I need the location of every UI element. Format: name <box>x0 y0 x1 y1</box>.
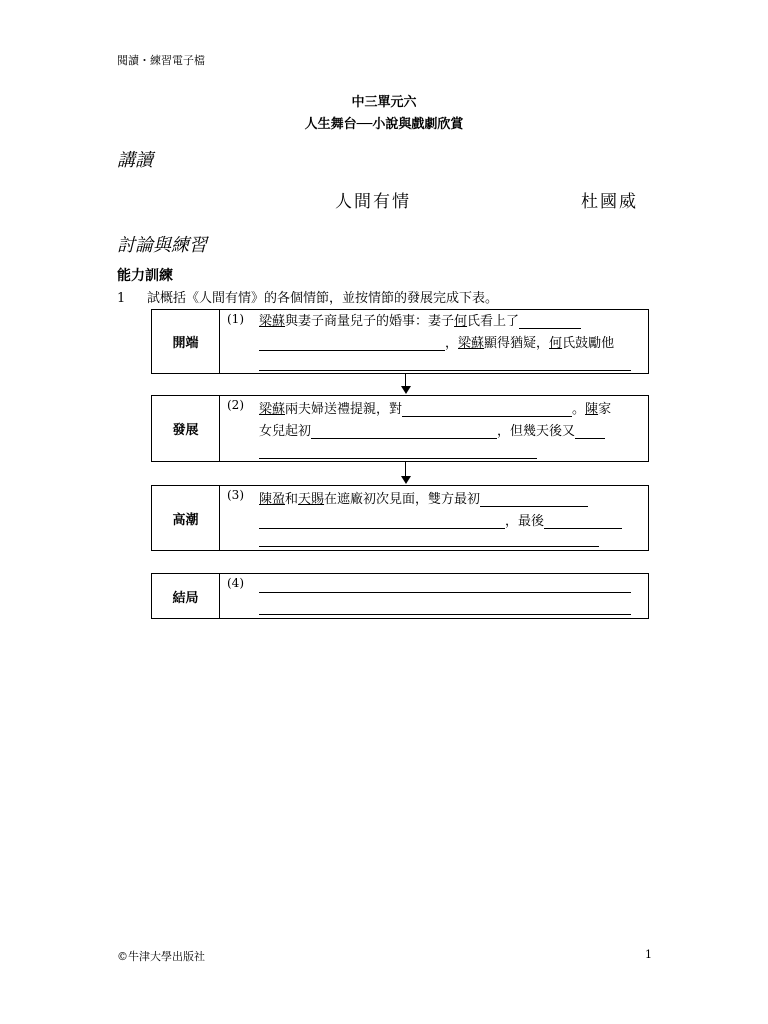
stage-line <box>259 420 605 439</box>
header-note: 閱讀・練習電子檔 <box>117 54 205 67</box>
line-text: 女兒起初 <box>259 424 312 439</box>
answer-blank[interactable] <box>544 515 622 529</box>
stage-line <box>259 444 537 459</box>
answer-blank[interactable] <box>259 357 631 371</box>
stage-number: (3) <box>227 488 244 502</box>
stage-line <box>259 488 588 507</box>
question-number: 1 <box>117 291 126 306</box>
unit-title: 中三單元六 <box>351 95 417 110</box>
line-text: 在遮廠初次見面，雙方最初 <box>324 492 481 507</box>
answer-blank[interactable] <box>575 425 605 439</box>
line-text: ， <box>445 336 459 351</box>
stage-label: 結局 <box>152 574 220 618</box>
stage-content <box>221 396 648 461</box>
name-text: 陳 <box>585 402 599 417</box>
name-text: 梁蘇 <box>458 336 485 351</box>
answer-blank[interactable] <box>259 601 631 615</box>
line-text: 氏看上了 <box>467 314 520 329</box>
question-1 <box>117 287 498 306</box>
line-text: 顯得猶疑， <box>484 336 550 351</box>
section-discussion-heading: 討論與練習 <box>117 235 207 256</box>
down-arrow-icon <box>400 374 412 395</box>
stage-label: 高潮 <box>152 486 220 550</box>
answer-blank[interactable] <box>311 425 497 439</box>
answer-blank[interactable] <box>519 315 581 329</box>
name-text: 陳盈 <box>259 492 286 507</box>
answer-blank[interactable] <box>259 515 505 529</box>
lesson-author: 杜國威 <box>581 192 638 212</box>
line-text: 家 <box>598 402 612 417</box>
line-text: ，但幾天後又 <box>497 424 576 439</box>
answer-blank[interactable] <box>402 403 572 417</box>
name-text: 何 <box>454 314 468 329</box>
question-text: 試概括《人間有情》的各個情節，並按情節的發展完成下表。 <box>147 291 499 306</box>
stage-line <box>259 578 631 593</box>
stage-content <box>221 574 648 618</box>
line-text: 和 <box>285 492 299 507</box>
down-arrow-icon <box>400 462 412 485</box>
answer-blank[interactable] <box>259 579 631 593</box>
stage-box-development <box>151 395 649 462</box>
stage-label: 發展 <box>152 396 220 461</box>
lesson-title: 人間有情 <box>335 192 411 212</box>
name-text: 天賜 <box>298 492 325 507</box>
name-text: 梁蘇 <box>259 314 286 329</box>
stage-box-climax <box>151 485 649 551</box>
stage-line <box>259 532 599 547</box>
stage-line <box>259 510 622 529</box>
line-text: 與妻子商量兒子的婚事：妻子 <box>285 314 455 329</box>
stage-number: (4) <box>227 576 244 590</box>
stage-content <box>221 486 648 550</box>
answer-blank[interactable] <box>259 533 599 547</box>
stage-box-opening <box>151 309 649 374</box>
stage-box-ending <box>151 573 649 619</box>
line-text: 氏鼓勵他 <box>562 336 615 351</box>
stage-line <box>259 600 631 615</box>
footer-copyright: ©牛津大學出版社 <box>117 950 205 963</box>
stage-number: (1) <box>227 312 244 326</box>
stage-content <box>221 310 648 373</box>
line-text: ，最後 <box>505 514 545 529</box>
page-number: 1 <box>645 948 652 961</box>
answer-blank[interactable] <box>480 493 588 507</box>
stage-line <box>259 310 581 329</box>
stage-number: (2) <box>227 398 244 412</box>
stage-line <box>259 332 614 351</box>
answer-blank[interactable] <box>259 445 537 459</box>
line-text: 。 <box>572 402 586 417</box>
stage-line <box>259 398 611 417</box>
stage-label: 開端 <box>152 310 220 373</box>
name-text: 梁蘇 <box>259 402 286 417</box>
answer-blank[interactable] <box>259 337 445 351</box>
name-text: 何 <box>549 336 563 351</box>
section-lecture-heading: 講讀 <box>117 150 153 171</box>
stage-line <box>259 356 631 371</box>
skill-heading: 能力訓練 <box>117 268 173 284</box>
unit-subtitle: 人生舞台──小說與戲劇欣賞 <box>304 117 464 132</box>
line-text: 兩夫婦送禮提親，對 <box>285 402 403 417</box>
